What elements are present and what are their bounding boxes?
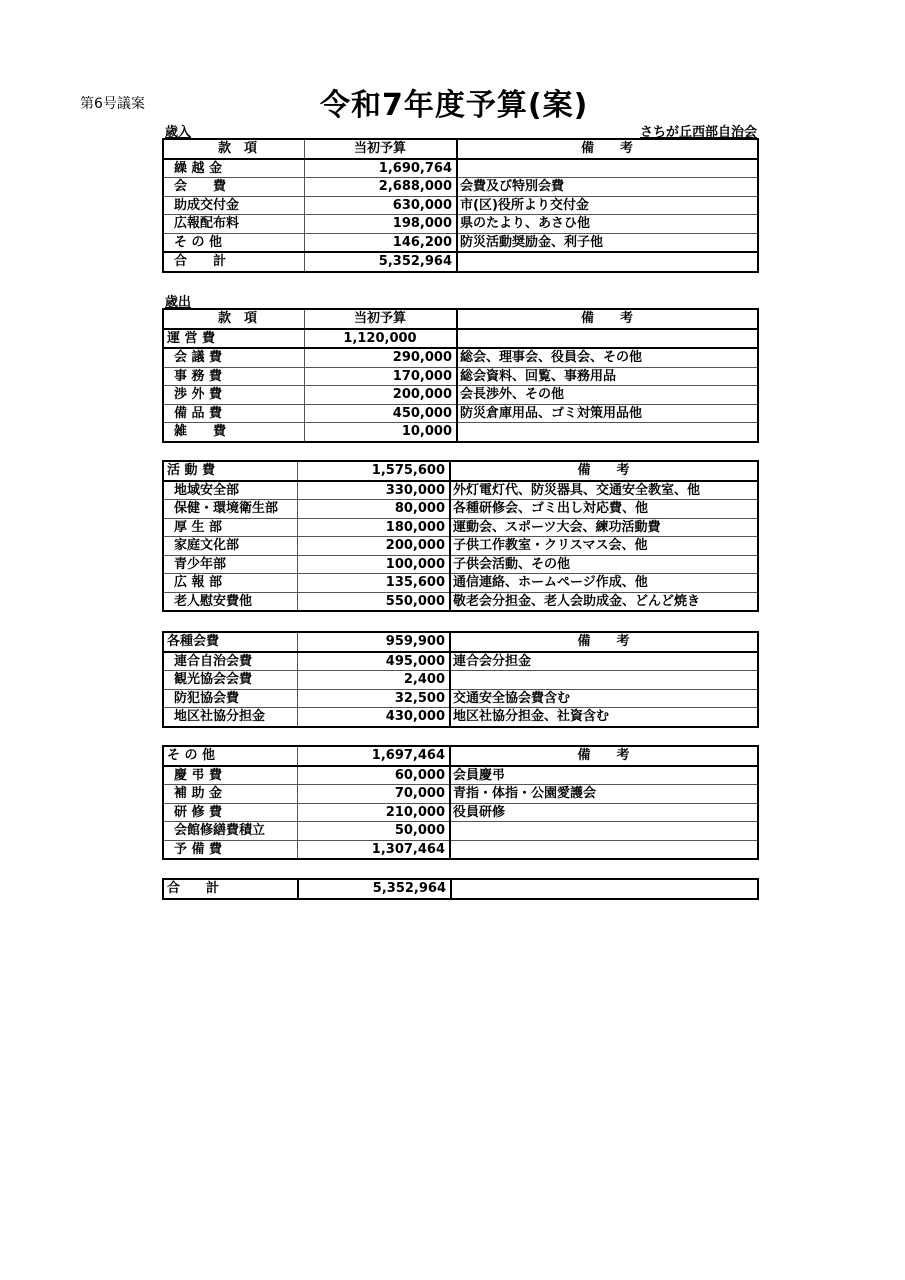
amount-cell: 630,000 <box>305 196 458 215</box>
amount-cell: 1,307,464 <box>298 840 451 859</box>
amount-cell: 146,200 <box>305 233 458 252</box>
amount-cell: 100,000 <box>298 555 451 574</box>
note-cell: 総会、理事会、役員会、その他 <box>457 348 758 367</box>
table-row <box>163 386 758 405</box>
item-cell: 広報配布料 <box>163 215 305 234</box>
note-cell: 子供工作教室・クリスマス会、他 <box>450 537 758 556</box>
note-cell: 子供会活動、その他 <box>450 555 758 574</box>
operating-expense-table <box>162 308 759 443</box>
note-cell <box>450 822 758 841</box>
note-cell <box>450 840 758 859</box>
table-row <box>163 822 758 841</box>
item-cell: 保健・環境衛生部 <box>163 500 298 519</box>
amount-cell: 550,000 <box>298 592 451 611</box>
page-title: 令和7年度予算(案) <box>320 88 589 123</box>
amount-cell: 198,000 <box>305 215 458 234</box>
item-cell: 会館修繕費積立 <box>163 822 298 841</box>
table-row <box>163 671 758 690</box>
column-header-note: 備 考 <box>457 309 758 329</box>
item-cell: 地区社協分担金 <box>163 708 298 727</box>
note-cell: 防災活動奨励金、利子他 <box>457 233 758 252</box>
item-cell: 厚 生 部 <box>163 518 298 537</box>
note-cell <box>450 671 758 690</box>
table-row <box>163 159 758 178</box>
item-cell: 会 議 費 <box>163 348 305 367</box>
amount-cell: 80,000 <box>298 500 451 519</box>
note-cell: 運動会、スポーツ大会、練功活動費 <box>450 518 758 537</box>
item-cell: 慶 弔 費 <box>163 766 298 785</box>
note-cell: 役員研修 <box>450 803 758 822</box>
item-cell: そ の 他 <box>163 233 305 252</box>
amount-cell: 170,000 <box>305 367 458 386</box>
membership-fees-table <box>162 631 759 728</box>
table-row <box>163 689 758 708</box>
item-cell: 家庭文化部 <box>163 537 298 556</box>
group-amount: 959,900 <box>298 632 451 652</box>
table-row <box>163 500 758 519</box>
table-row <box>163 348 758 367</box>
note-cell: 市(区)役所より交付金 <box>457 196 758 215</box>
amount-cell: 70,000 <box>298 785 451 804</box>
item-cell: 地域安全部 <box>163 481 298 500</box>
note-cell: 会費及び特別会費 <box>457 178 758 197</box>
table-row <box>163 367 758 386</box>
note-cell: 通信連絡、ホームページ作成、他 <box>450 574 758 593</box>
total-row <box>163 879 758 899</box>
note-cell <box>457 252 758 272</box>
item-cell: 防犯協会費 <box>163 689 298 708</box>
amount-cell: 290,000 <box>305 348 458 367</box>
note-cell: 会員慶弔 <box>450 766 758 785</box>
note-cell: 青指・体指・公園愛護会 <box>450 785 758 804</box>
column-header-note: 備 考 <box>457 139 758 159</box>
group-name: そ の 他 <box>163 746 298 766</box>
column-header-note: 備 考 <box>450 746 758 766</box>
group-row <box>163 632 758 652</box>
table-row <box>163 766 758 785</box>
note-cell: 交通安全協会費含む <box>450 689 758 708</box>
item-cell: 助成交付金 <box>163 196 305 215</box>
table-row <box>163 233 758 252</box>
item-cell: 備 品 費 <box>163 404 305 423</box>
item-cell: 青少年部 <box>163 555 298 574</box>
item-cell: 渉 外 費 <box>163 386 305 405</box>
item-cell: 研 修 費 <box>163 803 298 822</box>
table-row <box>163 518 758 537</box>
table-row <box>163 537 758 556</box>
table-row <box>163 423 758 442</box>
column-header-item: 款 項 <box>163 139 305 159</box>
group-row <box>163 746 758 766</box>
amount-cell: 2,400 <box>298 671 451 690</box>
note-cell <box>457 329 758 349</box>
note-cell: 総会資料、回覧、事務用品 <box>457 367 758 386</box>
group-row <box>163 329 758 349</box>
note-cell <box>451 879 758 899</box>
organization-name: さちが丘西部自治会 <box>639 125 757 140</box>
amount-cell: 210,000 <box>298 803 451 822</box>
group-name: 活 動 費 <box>163 461 298 481</box>
group-name: 各種会費 <box>163 632 298 652</box>
amount-cell: 200,000 <box>298 537 451 556</box>
income-section-label: 歳入 <box>165 125 192 140</box>
note-cell: 会長渉外、その他 <box>457 386 758 405</box>
table-row <box>163 708 758 727</box>
column-header-budget: 当初予算 <box>305 139 458 159</box>
table-row <box>163 840 758 859</box>
item-cell: 連合自治会費 <box>163 652 298 671</box>
column-header-budget: 当初予算 <box>305 309 458 329</box>
amount-cell: 135,600 <box>298 574 451 593</box>
table-row <box>163 574 758 593</box>
table-row <box>163 481 758 500</box>
amount-cell: 450,000 <box>305 404 458 423</box>
table-row <box>163 404 758 423</box>
table-row <box>163 785 758 804</box>
table-header-row <box>163 309 758 329</box>
item-cell: 広 報 部 <box>163 574 298 593</box>
total-label: 合 計 <box>163 879 298 899</box>
note-cell: 県のたより、あさひ他 <box>457 215 758 234</box>
item-cell: 雑 費 <box>163 423 305 442</box>
total-label: 合 計 <box>163 252 305 272</box>
item-cell: 会 費 <box>163 178 305 197</box>
column-header-item: 款 項 <box>163 309 305 329</box>
total-amount: 5,352,964 <box>305 252 458 272</box>
table-row <box>163 178 758 197</box>
group-amount: 1,575,600 <box>298 461 451 481</box>
amount-cell: 1,690,764 <box>305 159 458 178</box>
note-cell: 各種研修会、ゴミ出し対応費、他 <box>450 500 758 519</box>
item-cell: 観光協会会費 <box>163 671 298 690</box>
table-row <box>163 652 758 671</box>
table-header-row <box>163 139 758 159</box>
table-row <box>163 592 758 611</box>
note-cell <box>457 159 758 178</box>
total-amount: 5,352,964 <box>298 879 451 899</box>
income-table <box>162 138 759 273</box>
table-row <box>163 555 758 574</box>
item-cell: 事 務 費 <box>163 367 305 386</box>
table-row <box>163 215 758 234</box>
group-name: 運 営 費 <box>163 329 305 349</box>
note-cell: 防災倉庫用品、ゴミ対策用品他 <box>457 404 758 423</box>
document-number-label: 第6号議案 <box>80 96 145 112</box>
table-row <box>163 196 758 215</box>
group-amount: 1,697,464 <box>298 746 451 766</box>
amount-cell: 60,000 <box>298 766 451 785</box>
other-expense-table <box>162 745 759 860</box>
column-header-note: 備 考 <box>450 632 758 652</box>
item-cell: 補 助 金 <box>163 785 298 804</box>
amount-cell: 200,000 <box>305 386 458 405</box>
amount-cell: 180,000 <box>298 518 451 537</box>
amount-cell: 495,000 <box>298 652 451 671</box>
item-cell: 繰 越 金 <box>163 159 305 178</box>
group-amount: 1,120,000 <box>305 329 458 349</box>
note-cell: 地区社協分担金、社資含む <box>450 708 758 727</box>
amount-cell: 2,688,000 <box>305 178 458 197</box>
item-cell: 予 備 費 <box>163 840 298 859</box>
note-cell: 敬老会分担金、老人会助成金、どんど焼き <box>450 592 758 611</box>
amount-cell: 32,500 <box>298 689 451 708</box>
amount-cell: 430,000 <box>298 708 451 727</box>
note-cell: 外灯電灯代、防災器具、交通安全教室、他 <box>450 481 758 500</box>
item-cell: 老人慰安費他 <box>163 592 298 611</box>
amount-cell: 330,000 <box>298 481 451 500</box>
expense-section-label: 歳出 <box>165 295 192 310</box>
total-row <box>163 252 758 272</box>
amount-cell: 50,000 <box>298 822 451 841</box>
amount-cell: 10,000 <box>305 423 458 442</box>
note-cell <box>457 423 758 442</box>
table-row <box>163 803 758 822</box>
note-cell: 連合会分担金 <box>450 652 758 671</box>
group-row <box>163 461 758 481</box>
activity-expense-table <box>162 460 759 612</box>
grand-total-table <box>162 878 759 900</box>
column-header-note: 備 考 <box>450 461 758 481</box>
